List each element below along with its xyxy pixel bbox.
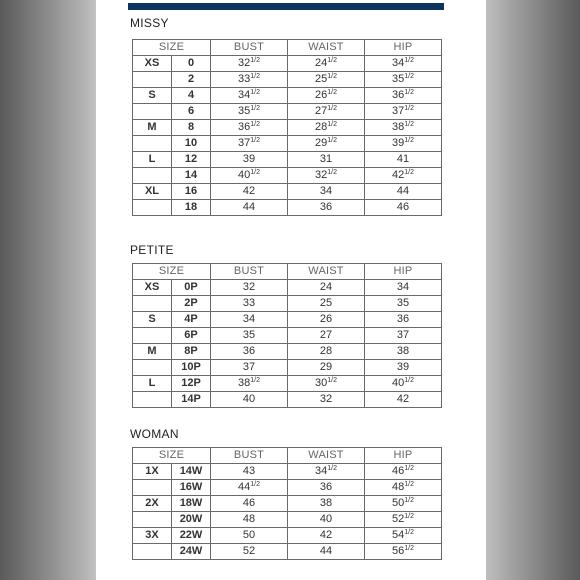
bust-value: 36: [238, 121, 251, 133]
bust-fraction: 1/2: [250, 377, 260, 384]
size-label: [133, 136, 172, 152]
bust-cell: [211, 280, 288, 296]
waist-cell: [288, 152, 365, 168]
hip-cell: [365, 200, 442, 216]
bust-cell: [211, 296, 288, 312]
hip-value: 37: [396, 329, 410, 341]
table-header-row: [133, 40, 442, 56]
hip-value: 35: [392, 73, 405, 85]
hip-value: 56: [392, 545, 405, 557]
waist-value: 40: [319, 513, 333, 525]
waist-fraction: 1/2: [327, 465, 337, 472]
table-row: [133, 280, 442, 296]
waist-value: 29: [319, 361, 333, 373]
bust-value: 46: [242, 497, 256, 509]
waist-cell: [288, 512, 365, 528]
waist-cell: [288, 296, 365, 312]
waist-value: 36: [319, 481, 333, 493]
hip-cell: [365, 312, 442, 328]
hip-value: 39: [392, 137, 405, 149]
bust-cell: [211, 200, 288, 216]
bust-value: 35: [238, 105, 251, 117]
hip-cell: [365, 56, 442, 72]
waist-value: 44: [319, 545, 333, 557]
size-table-missy: [132, 39, 442, 216]
bust-value: 50: [242, 529, 256, 541]
section-title-petite: PETITE: [130, 243, 174, 257]
hip-value: 37: [392, 105, 405, 117]
waist-fraction: 1/2: [327, 137, 337, 144]
bust-value: 40: [242, 393, 256, 405]
bust-value: 39: [242, 153, 256, 165]
bust-cell: [211, 544, 288, 560]
waist-cell: [288, 312, 365, 328]
hip-value: 41: [396, 153, 410, 165]
size-label: [133, 392, 172, 408]
table-row: [133, 152, 442, 168]
bust-value: 36: [242, 345, 256, 357]
size-label: S: [133, 88, 172, 104]
bust-value: 34: [238, 89, 251, 101]
bust-cell: [211, 72, 288, 88]
waist-fraction: 1/2: [327, 121, 337, 128]
hip-value: 46: [392, 465, 405, 477]
hip-value: 46: [396, 201, 410, 213]
waist-value: 36: [319, 201, 333, 213]
size-label: [133, 512, 172, 528]
hip-cell: [365, 88, 442, 104]
hip-value: 42: [396, 393, 410, 405]
hip-value: 35: [396, 297, 410, 309]
bust-value: 48: [242, 513, 256, 525]
table-row: [133, 168, 442, 184]
bust-cell: [211, 312, 288, 328]
hip-fraction: 1/2: [404, 73, 414, 80]
section-title-missy: MISSY: [130, 16, 169, 30]
size-number: 10P: [172, 360, 211, 376]
bust-value: 32: [238, 57, 251, 69]
size-label: XS: [133, 280, 172, 296]
waist-cell: [288, 528, 365, 544]
bust-value: 44: [238, 481, 251, 493]
hip-fraction: 1/2: [404, 105, 414, 112]
table-row: [133, 56, 442, 72]
size-label: [133, 328, 172, 344]
size-table-petite: [132, 263, 442, 408]
waist-fraction: 1/2: [327, 57, 337, 64]
waist-cell: [288, 360, 365, 376]
size-label: [133, 72, 172, 88]
size-number: 22W: [172, 528, 211, 544]
hip-fraction: 1/2: [404, 465, 414, 472]
table-row: [133, 376, 442, 392]
bust-value: 52: [242, 545, 256, 557]
hip-fraction: 1/2: [404, 377, 414, 384]
hip-fraction: 1/2: [404, 529, 414, 536]
size-number: 18: [172, 200, 211, 216]
table-row: [133, 392, 442, 408]
header-size: SIZE: [133, 264, 211, 280]
header-hip: HIP: [365, 40, 442, 56]
bust-fraction: 1/2: [250, 137, 260, 144]
bust-value: 43: [242, 465, 256, 477]
size-number: 0: [172, 56, 211, 72]
table-row: [133, 544, 442, 560]
table-row: [133, 496, 442, 512]
bust-value: 40: [238, 169, 251, 181]
bust-cell: [211, 120, 288, 136]
bust-fraction: 1/2: [250, 57, 260, 64]
bust-cell: [211, 136, 288, 152]
size-number: 14: [172, 168, 211, 184]
size-number: 8P: [172, 344, 211, 360]
hip-cell: [365, 544, 442, 560]
bust-value: 33: [242, 297, 256, 309]
header-size: SIZE: [133, 448, 211, 464]
waist-value: 26: [315, 89, 328, 101]
size-number: 10: [172, 136, 211, 152]
bust-cell: [211, 376, 288, 392]
table-header-row: [133, 264, 442, 280]
waist-value: 29: [315, 137, 328, 149]
waist-cell: [288, 328, 365, 344]
hip-cell: [365, 72, 442, 88]
header-hip: HIP: [365, 448, 442, 464]
waist-fraction: 1/2: [327, 73, 337, 80]
hip-value: 50: [392, 497, 405, 509]
waist-value: 34: [319, 185, 333, 197]
waist-fraction: 1/2: [327, 105, 337, 112]
table-row: [133, 136, 442, 152]
hip-cell: [365, 512, 442, 528]
size-number: 8: [172, 120, 211, 136]
size-label: [133, 104, 172, 120]
waist-fraction: 1/2: [327, 89, 337, 96]
size-number: 16W: [172, 480, 211, 496]
bust-cell: [211, 328, 288, 344]
waist-value: 32: [315, 169, 328, 181]
waist-value: 27: [319, 329, 333, 341]
table-row: [133, 72, 442, 88]
size-label: L: [133, 152, 172, 168]
waist-value: 30: [315, 377, 328, 389]
bust-cell: [211, 152, 288, 168]
hip-value: 48: [392, 481, 405, 493]
size-label: [133, 200, 172, 216]
bust-fraction: 1/2: [250, 89, 260, 96]
waist-value: 42: [319, 529, 333, 541]
waist-value: 34: [315, 465, 328, 477]
hip-cell: [365, 120, 442, 136]
hip-value: 36: [392, 89, 405, 101]
hip-cell: [365, 392, 442, 408]
size-number: 2P: [172, 296, 211, 312]
table-row: [133, 360, 442, 376]
bust-fraction: 1/2: [250, 121, 260, 128]
hip-value: 54: [392, 529, 405, 541]
size-label: L: [133, 376, 172, 392]
waist-cell: [288, 184, 365, 200]
table-row: [133, 88, 442, 104]
waist-cell: [288, 344, 365, 360]
header-bust: BUST: [211, 40, 288, 56]
hip-value: 38: [396, 345, 410, 357]
hip-cell: [365, 480, 442, 496]
size-number: 24W: [172, 544, 211, 560]
table-row: [133, 120, 442, 136]
size-label: [133, 480, 172, 496]
waist-fraction: 1/2: [327, 169, 337, 176]
bust-value: 33: [238, 73, 251, 85]
header-waist: WAIST: [288, 264, 365, 280]
bust-cell: [211, 528, 288, 544]
hip-cell: [365, 152, 442, 168]
header-waist: WAIST: [288, 448, 365, 464]
bust-cell: [211, 104, 288, 120]
waist-value: 31: [319, 153, 333, 165]
waist-value: 24: [315, 57, 328, 69]
hip-value: 34: [396, 281, 410, 293]
hip-cell: [365, 528, 442, 544]
header-bust: BUST: [211, 448, 288, 464]
size-label: 2X: [133, 496, 172, 512]
waist-cell: [288, 120, 365, 136]
waist-fraction: 1/2: [327, 377, 337, 384]
size-label: 1X: [133, 464, 172, 480]
hip-fraction: 1/2: [404, 137, 414, 144]
bust-cell: [211, 88, 288, 104]
table-row: [133, 312, 442, 328]
hip-fraction: 1/2: [404, 89, 414, 96]
bust-cell: [211, 496, 288, 512]
header-waist: WAIST: [288, 40, 365, 56]
size-label: M: [133, 120, 172, 136]
table-row: [133, 480, 442, 496]
hip-cell: [365, 360, 442, 376]
bust-value: 37: [242, 361, 256, 373]
hip-fraction: 1/2: [404, 497, 414, 504]
bust-cell: [211, 184, 288, 200]
waist-value: 24: [319, 281, 333, 293]
size-label: XS: [133, 56, 172, 72]
waist-cell: [288, 168, 365, 184]
size-number: 18W: [172, 496, 211, 512]
size-number: 12P: [172, 376, 211, 392]
bust-cell: [211, 512, 288, 528]
size-number: 16: [172, 184, 211, 200]
waist-cell: [288, 280, 365, 296]
hip-fraction: 1/2: [404, 545, 414, 552]
hip-fraction: 1/2: [404, 121, 414, 128]
waist-cell: [288, 200, 365, 216]
bust-value: 32: [242, 281, 256, 293]
table-row: [133, 184, 442, 200]
bust-value: 34: [242, 313, 256, 325]
hip-fraction: 1/2: [404, 481, 414, 488]
hip-fraction: 1/2: [404, 513, 414, 520]
size-label: S: [133, 312, 172, 328]
bust-value: 42: [242, 185, 256, 197]
size-label: XL: [133, 184, 172, 200]
bust-cell: [211, 344, 288, 360]
size-number: 4: [172, 88, 211, 104]
header-hip: HIP: [365, 264, 442, 280]
hip-value: 38: [392, 121, 405, 133]
waist-cell: [288, 392, 365, 408]
hip-cell: [365, 296, 442, 312]
table-row: [133, 528, 442, 544]
size-chart-sheet: [96, 0, 486, 580]
size-label: [133, 544, 172, 560]
bust-fraction: 1/2: [250, 73, 260, 80]
hip-value: 36: [396, 313, 410, 325]
hip-value: 44: [396, 185, 410, 197]
bust-cell: [211, 480, 288, 496]
hip-fraction: 1/2: [404, 57, 414, 64]
size-label: [133, 168, 172, 184]
size-label: [133, 360, 172, 376]
waist-cell: [288, 544, 365, 560]
size-number: 14W: [172, 464, 211, 480]
size-label: M: [133, 344, 172, 360]
hip-value: 52: [392, 513, 405, 525]
bust-fraction: 1/2: [250, 169, 260, 176]
bust-fraction: 1/2: [250, 105, 260, 112]
bust-value: 35: [242, 329, 256, 341]
size-number: 2: [172, 72, 211, 88]
hip-value: 40: [392, 377, 405, 389]
section-title-woman: WOMAN: [130, 427, 179, 441]
hip-cell: [365, 344, 442, 360]
waist-value: 26: [319, 313, 333, 325]
size-table-woman: [132, 447, 442, 560]
hip-cell: [365, 328, 442, 344]
header-size: SIZE: [133, 40, 211, 56]
waist-cell: [288, 72, 365, 88]
size-number: 6: [172, 104, 211, 120]
size-number: 14P: [172, 392, 211, 408]
waist-value: 32: [319, 393, 333, 405]
waist-cell: [288, 376, 365, 392]
table-header-row: [133, 448, 442, 464]
waist-cell: [288, 88, 365, 104]
bust-cell: [211, 392, 288, 408]
table-row: [133, 464, 442, 480]
table-row: [133, 328, 442, 344]
bust-fraction: 1/2: [250, 481, 260, 488]
size-number: 0P: [172, 280, 211, 296]
table-row: [133, 296, 442, 312]
size-number: 4P: [172, 312, 211, 328]
table-row: [133, 104, 442, 120]
hip-value: 42: [392, 169, 405, 181]
waist-value: 25: [319, 297, 333, 309]
waist-value: 38: [319, 497, 333, 509]
hip-cell: [365, 464, 442, 480]
waist-value: 27: [315, 105, 328, 117]
bust-cell: [211, 56, 288, 72]
hip-cell: [365, 376, 442, 392]
waist-cell: [288, 136, 365, 152]
waist-cell: [288, 496, 365, 512]
hip-cell: [365, 184, 442, 200]
hip-value: 39: [396, 361, 410, 373]
hip-cell: [365, 136, 442, 152]
table-row: [133, 344, 442, 360]
size-number: 6P: [172, 328, 211, 344]
waist-cell: [288, 104, 365, 120]
hip-value: 34: [392, 57, 405, 69]
header-bar: [128, 3, 444, 10]
bust-value: 38: [238, 377, 251, 389]
header-bust: BUST: [211, 264, 288, 280]
bust-cell: [211, 464, 288, 480]
hip-fraction: 1/2: [404, 169, 414, 176]
waist-cell: [288, 56, 365, 72]
hip-cell: [365, 280, 442, 296]
size-label: [133, 296, 172, 312]
hip-cell: [365, 168, 442, 184]
waist-value: 25: [315, 73, 328, 85]
size-number: 20W: [172, 512, 211, 528]
size-label: 3X: [133, 528, 172, 544]
hip-cell: [365, 496, 442, 512]
waist-value: 28: [315, 121, 328, 133]
bust-cell: [211, 360, 288, 376]
table-row: [133, 512, 442, 528]
waist-cell: [288, 464, 365, 480]
bust-cell: [211, 168, 288, 184]
waist-cell: [288, 480, 365, 496]
waist-value: 28: [319, 345, 333, 357]
size-number: 12: [172, 152, 211, 168]
hip-cell: [365, 104, 442, 120]
bust-value: 44: [242, 201, 256, 213]
table-row: [133, 200, 442, 216]
bust-value: 37: [238, 137, 251, 149]
